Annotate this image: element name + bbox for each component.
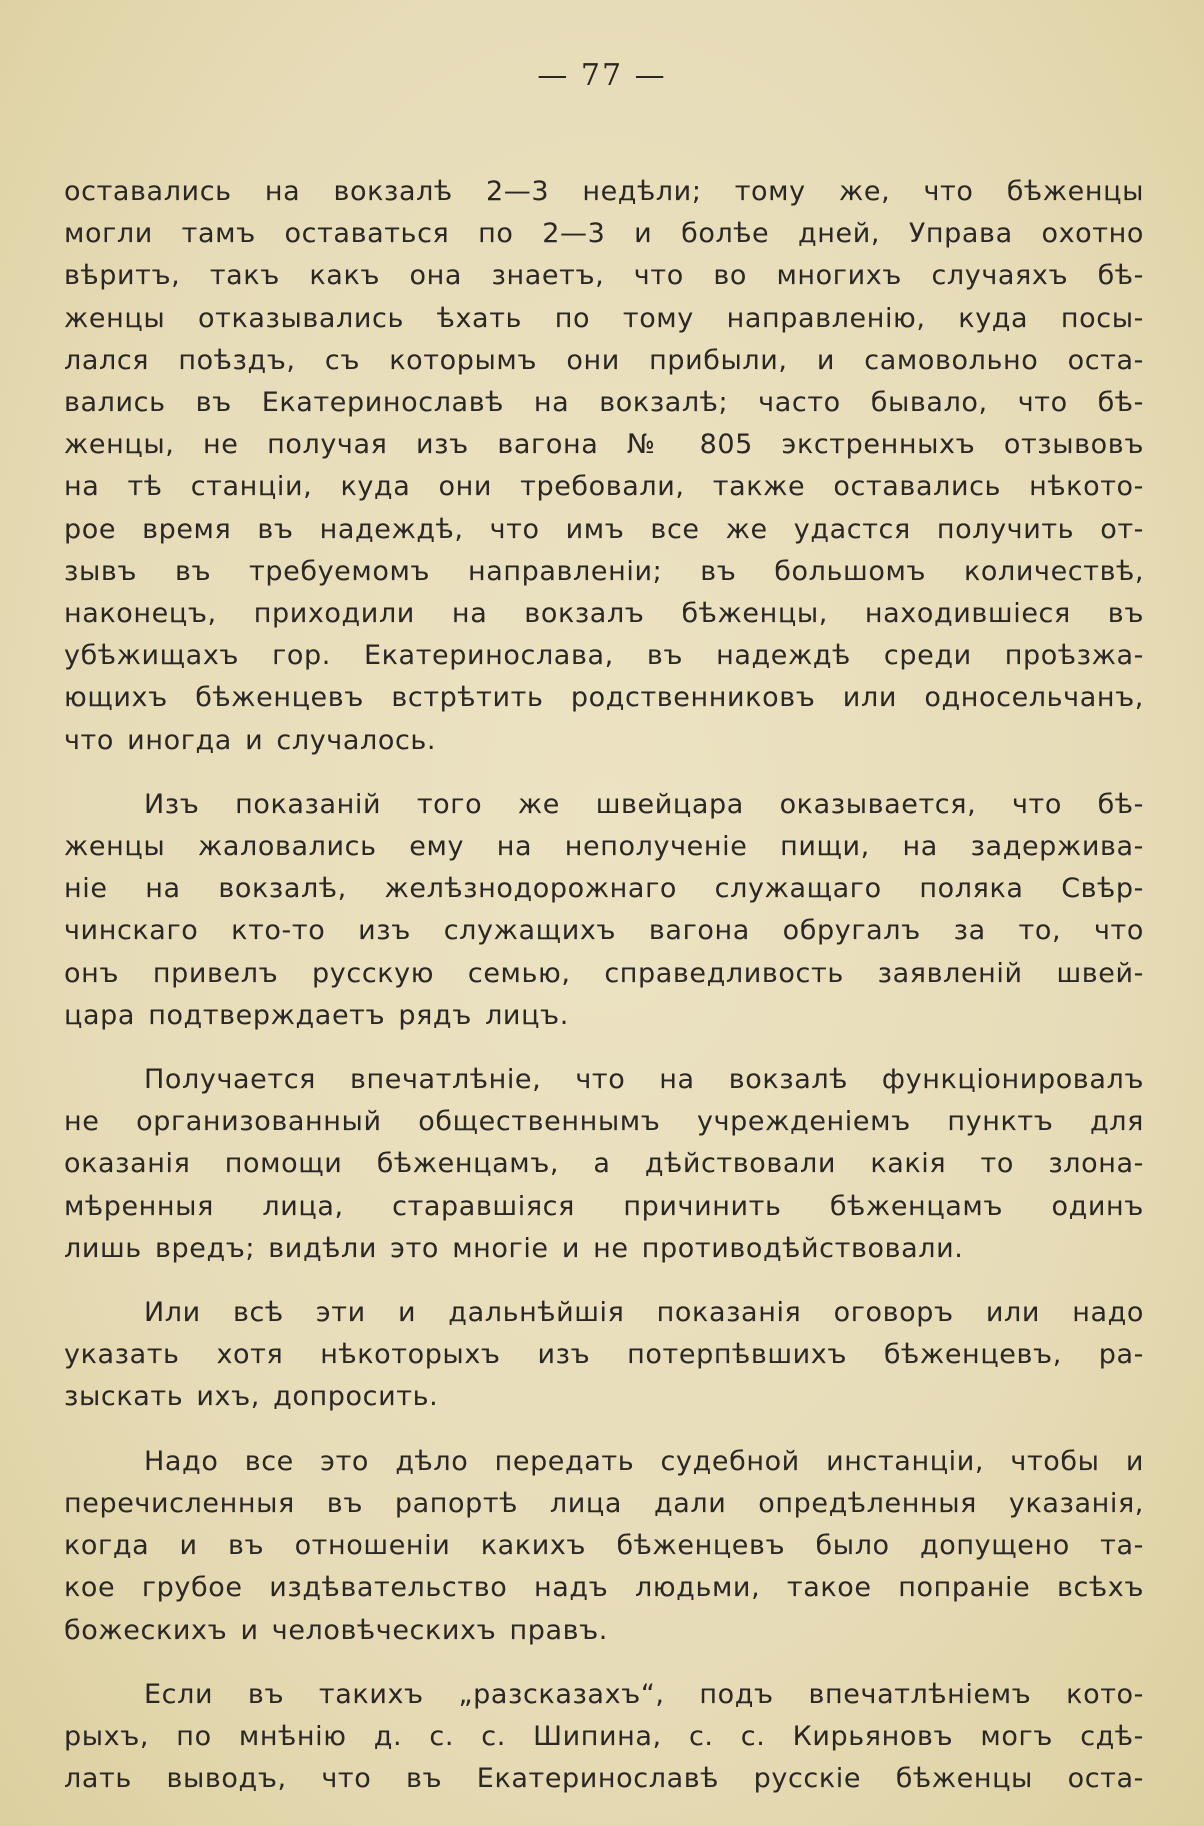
paragraph (64, 784, 1144, 1037)
paragraph (64, 1441, 1144, 1652)
text-line: оказанія помощи бѣженцамъ, а дѣйствовали какія то злона- (64, 1148, 1144, 1180)
text-line: рыхъ, по мнѣнію д. с. с. Шипина, с. с. Кирьяновъ могъ сдѣ- (64, 1720, 1144, 1752)
text-line: цара подтверждаетъ рядъ лицъ. (64, 999, 569, 1031)
text-line: лать выводъ, что въ Екатеринославѣ русскіе бѣженцы оста- (64, 1763, 1144, 1795)
text-line: на тѣ станціи, куда они требовали, также оставались нѣкото- (64, 471, 1144, 503)
text-line: мѣренныя лица, старавшіяся причинить бѣженцамъ одинъ (64, 1190, 1144, 1222)
body-text (64, 171, 1144, 1800)
text-line: ющихъ бѣженцевъ встрѣтить родственниковъ или односельчанъ, (64, 682, 1144, 714)
text-line: лался поѣздъ, съ которымъ они прибыли, и самовольно оста- (64, 344, 1144, 376)
text-line: указать хотя нѣкоторыхъ изъ потерпѣвшихъ бѣженцевъ, ра- (64, 1339, 1144, 1371)
text-line: Если въ такихъ „разсказахъ“, подъ впечатлѣніемъ кото- (144, 1678, 1144, 1710)
text-line: лишь вредъ; видѣли это многіе и не противодѣйствовали. (64, 1232, 964, 1264)
text-line: чинскаго кто-то изъ служащихъ вагона обругалъ за то, что (64, 915, 1144, 947)
text-line: Или всѣ эти и дальнѣйшія показанія оговоръ или надо (144, 1297, 1144, 1329)
text-line: наконецъ, приходили на вокзалъ бѣженцы, находившіеся въ (64, 598, 1144, 630)
paragraph (64, 1059, 1144, 1270)
text-line: могли тамъ оставаться по 2—3 и болѣе дней, Управа охотно (64, 218, 1144, 250)
paragraph (64, 171, 1144, 762)
text-line: женцы, не получая изъ вагона № 805 экстренныхъ отзывовъ (64, 429, 1144, 461)
text-line: зыскать ихъ, допросить. (64, 1381, 439, 1413)
paragraph (64, 1674, 1144, 1801)
text-line: Получается впечатлѣніе, что на вокзалѣ функціонировалъ (144, 1064, 1144, 1096)
text-line: женцы отказывались ѣхать по тому направленію, куда посы- (64, 302, 1144, 334)
text-line: онъ привелъ русскую семью, справедливость заявленій швей- (64, 957, 1144, 989)
text-line: женцы жаловались ему на неполученіе пищи, на задержива- (64, 831, 1144, 863)
paragraph (64, 1292, 1144, 1419)
text-line: рое время въ надеждѣ, что имъ все же удастся получить от- (64, 513, 1144, 545)
text-line: оставались на вокзалѣ 2—3 недѣли; тому же, что бѣженцы (64, 176, 1144, 207)
text-line: убѣжищахъ гор. Екатеринослава, въ надеждѣ среди проѣзжа- (64, 640, 1144, 672)
text-line: вались въ Екатеринославѣ на вокзалѣ; часто бывало, что бѣ- (64, 387, 1144, 419)
text-line: зывъ въ требуемомъ направленіи; въ большомъ количествѣ, (64, 555, 1144, 587)
text-line: когда и въ отношеніи какихъ бѣженцевъ было допущено та- (64, 1530, 1144, 1562)
text-line: вѣритъ, такъ какъ она знаетъ, что во многихъ случаяхъ бѣ- (64, 260, 1144, 292)
text-line: божескихъ и человѣческихъ правъ. (64, 1614, 608, 1646)
text-line: Изъ показаній того же швейцара оказывается, что бѣ- (144, 788, 1144, 820)
page-number: — 77 — (537, 58, 667, 93)
text-line: Надо все это дѣло передать судебной инстанціи, чтобы и (144, 1445, 1144, 1477)
text-line: что иногда и случалось. (64, 724, 437, 756)
text-line: ніе на вокзалѣ, желѣзнодорожнаго служащаго поляка Свѣр- (64, 873, 1144, 905)
text-line: не организованный общественнымъ учрежденіемъ пунктъ для (64, 1106, 1144, 1138)
text-line: кое грубое издѣвательство надъ людьми, такое попраніе всѣхъ (64, 1572, 1144, 1604)
text-line: перечисленныя въ рапортѣ лица дали опредѣленныя указанія, (64, 1487, 1144, 1519)
